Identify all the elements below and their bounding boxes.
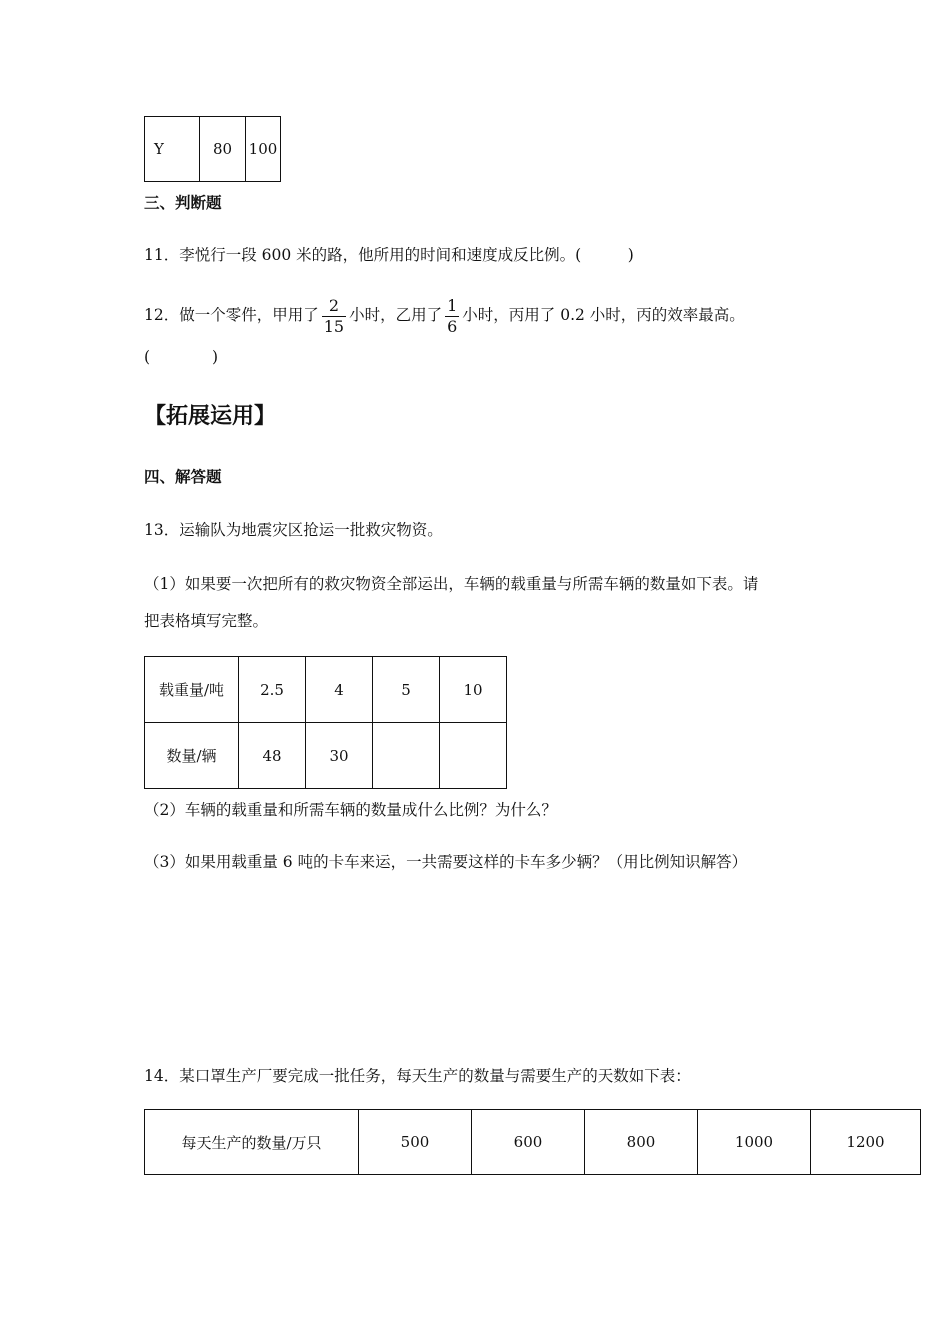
question-13-part2: （2）车辆的载重量和所需车辆的数量成什么比例？为什么？	[144, 801, 557, 819]
table-cell: 数量/辆	[145, 723, 239, 789]
table-cell: 500	[359, 1110, 472, 1175]
table-cell: 10	[440, 657, 507, 723]
table-cell: 48	[239, 723, 306, 789]
table-cell: 每天生产的数量/万只	[145, 1110, 359, 1175]
table-row	[145, 657, 507, 723]
table-cell: 800	[585, 1110, 698, 1175]
table-cell: 600	[472, 1110, 585, 1175]
section-title-judgement: 三、判断题	[144, 193, 222, 212]
question-13-part1-line1: （1）如果要一次把所有的救灾物资全部运出，车辆的载重量与所需车辆的数量如下表。请	[144, 575, 759, 593]
question-12	[144, 295, 745, 337]
question-14: 14．某口罩生产厂要完成一批任务，每天生产的数量与需要生产的天数如下表：	[144, 1067, 691, 1085]
table-y-row	[144, 116, 281, 182]
table-cell: 5	[373, 657, 440, 723]
table-cell: 80	[200, 117, 246, 182]
question-12-answer-blank: ( )	[144, 348, 219, 366]
question-12-mid: 小时，乙用了	[349, 306, 443, 324]
extension-heading: 【拓展运用】	[144, 404, 277, 429]
question-12-suffix: 小时，丙用了 0.2 小时，丙的效率最高。	[462, 306, 745, 324]
table-cell-blank[interactable]	[440, 723, 507, 789]
table-row	[145, 723, 507, 789]
mask-production-table	[144, 1109, 921, 1175]
table-row	[145, 117, 281, 182]
question-12-prefix: 12．做一个零件，甲用了	[144, 306, 319, 324]
load-capacity-table	[144, 656, 507, 789]
table-cell: 1000	[698, 1110, 811, 1175]
question-11: 11．李悦行一段 600 米的路，他所用的时间和速度成反比例。( )	[144, 246, 634, 264]
table-cell: Y	[145, 117, 200, 182]
table-row	[145, 1110, 921, 1175]
question-13: 13．运输队为地震灾区抢运一批救灾物资。	[144, 521, 443, 539]
question-13-part3: （3）如果用载重量 6 吨的卡车来运，一共需要这样的卡车多少辆？（用比例知识解答）	[144, 853, 748, 871]
section-title-answer: 四、解答题	[144, 467, 222, 486]
table-cell: 4	[306, 657, 373, 723]
fraction-2-15: $\frac{2}{15}$	[323, 295, 345, 336]
table-cell: 2.5	[239, 657, 306, 723]
fraction-1-6: $\frac{1}{6}$	[447, 295, 458, 336]
table-cell: 30	[306, 723, 373, 789]
table-cell: 1200	[811, 1110, 921, 1175]
table-cell-blank[interactable]	[373, 723, 440, 789]
question-13-part1-line2: 把表格填写完整。	[144, 612, 269, 630]
table-cell: 100	[246, 117, 281, 182]
table-cell: 载重量/吨	[145, 657, 239, 723]
